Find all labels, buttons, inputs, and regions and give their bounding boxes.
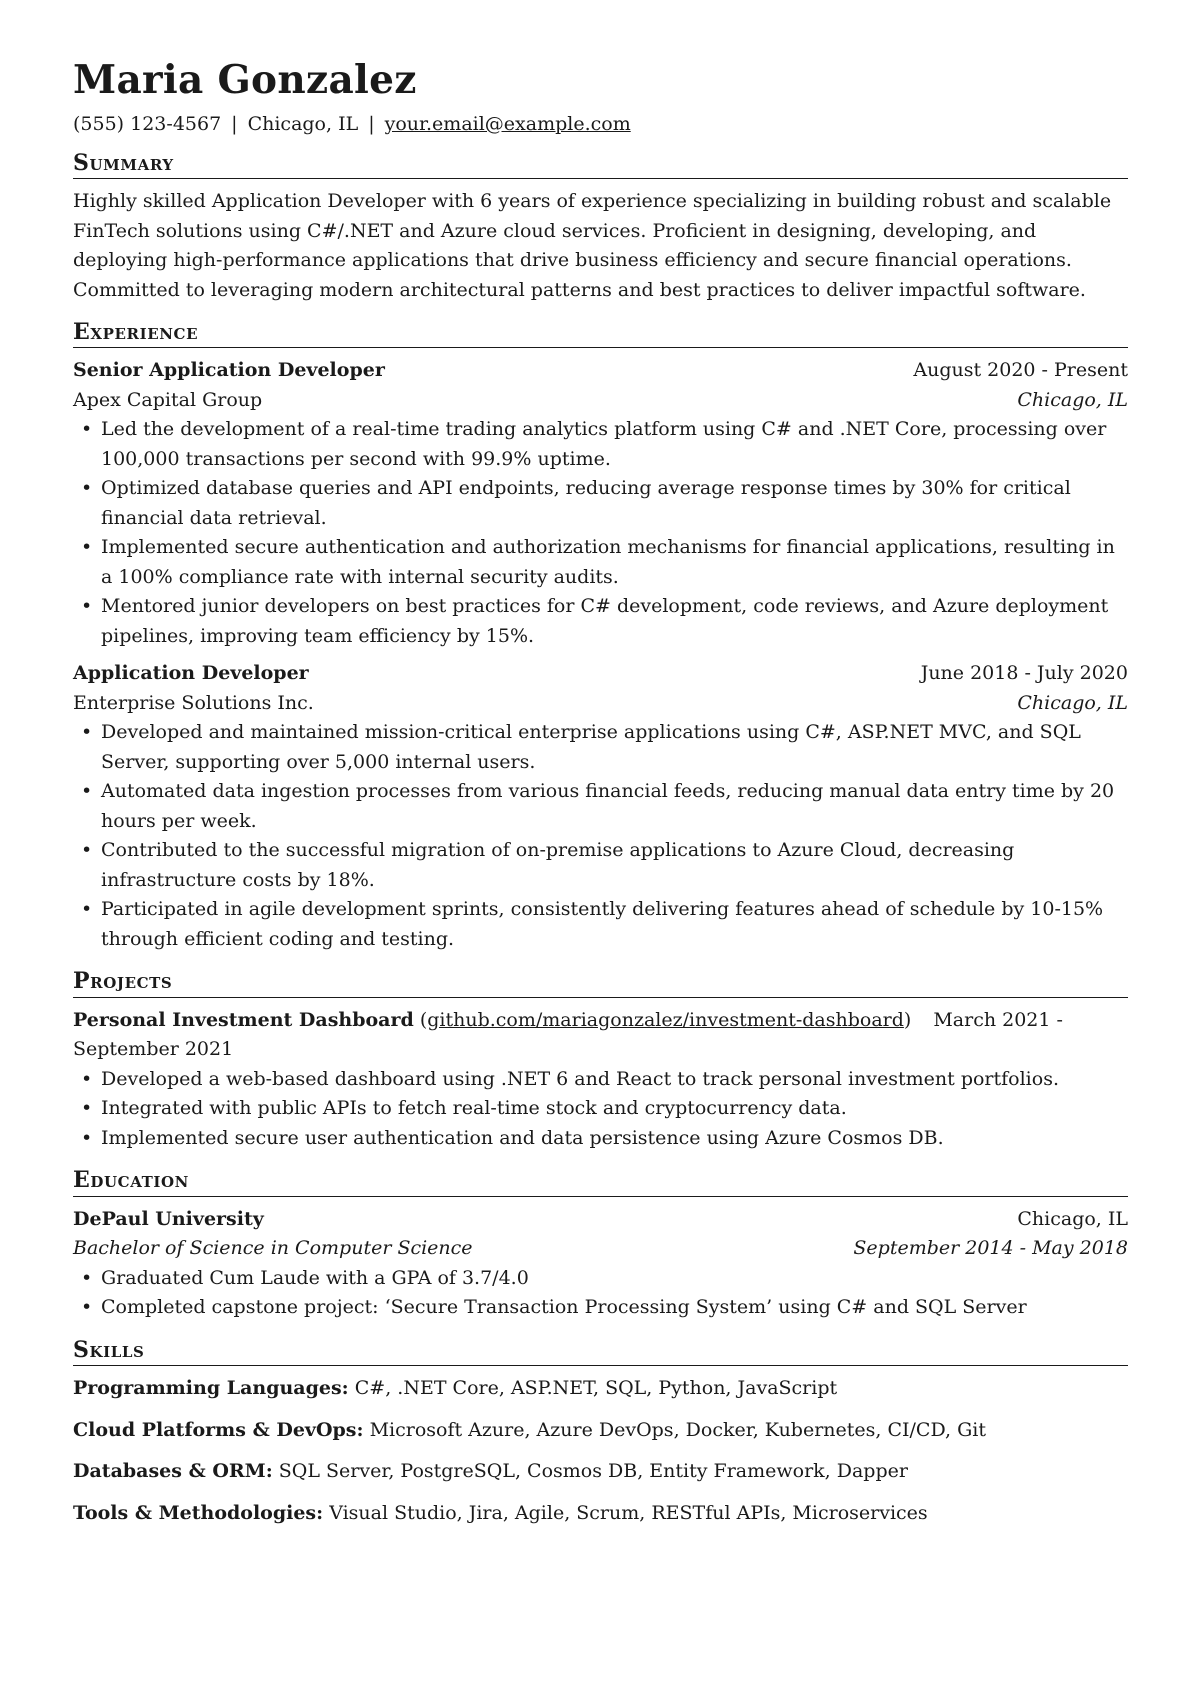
email-link[interactable]: your.email@example.com [384,112,631,135]
bullet-item: • Developed a web-based dashboard using .NET 6 and React to track personal investment portfolios. [73,1065,1128,1095]
summary-text: Highly skilled Application Developer with 6 years of experience specializing in building robust and scalable FinTech solutions using C#/.NET and Azure cloud services. Proficient in designing, developing, and deploying high-performance applications that drive business efficiency and secure financial operations. Committed to leveraging modern architectural patterns and best practices to deliver impactful software. [73,190,1112,301]
experience-section [73,319,1128,954]
bullet-item: • Automated data ingestion processes from various financial feeds, reducing manual data entry time by 20 hours per week. [73,777,1128,836]
bullet-item: • Integrated with public APIs to fetch real-time stock and cryptocurrency data. [73,1094,1128,1124]
job-entry [73,356,1128,651]
job-role: Senior Application Developer [73,359,385,382]
education-bullets [73,1264,1128,1323]
bullet-item: • Implemented secure authentication and authorization mechanisms for financial applications, resulting in a 100% compliance rate with internal security audits. [73,533,1128,592]
job-header [73,659,1128,689]
school-location: Chicago, IL [1017,1207,1128,1230]
project-header: Personal Investment Dashboard (github.com/mariagonzalez/investment-dashboard) March 2021 - September 2021 [73,1008,1063,1061]
candidate-name: Maria Gonzalez [73,57,417,103]
job-dates: August 2020 - Present [913,359,1128,382]
job-subheader [73,689,1128,719]
skill-value: Microsoft Azure, Azure DevOps, Docker, Kubernetes, CI/CD, Git [369,1418,986,1441]
project-name: Personal Investment Dashboard [73,1008,414,1031]
bullet-item: • Mentored junior developers on best practices for C# development, code reviews, and Azure deployment pipelines, improving team efficiency by 15%. [73,592,1128,651]
project-entry [73,1006,1128,1154]
education-dates: September 2014 - May 2018 [853,1237,1128,1260]
bullet-item: • Participated in agile development sprints, consistently delivering features ahead of schedule by 10-15% through efficient coding and testing. [73,895,1128,954]
bullet-item: • Developed and maintained mission-critical enterprise applications using C#, ASP.NET MVC, and SQL Server, supporting over 5,000 internal users. [73,718,1128,777]
education-section [73,1167,1128,1322]
project-link[interactable]: github.com/mariagonzalez/investment-dashboard [427,1008,904,1031]
skill-label: Tools & Methodologies: [73,1501,324,1524]
phone-number: (555) 123-4567 [73,112,222,135]
contact-line [73,113,1128,136]
projects-section [73,968,1128,1153]
bullet-item: • Led the development of a real-time trading analytics platform using C# and .NET Core, processing over 100,000 transactions per second with 99.9% uptime. [73,415,1128,474]
skill-label: Cloud Platforms & DevOps: [73,1418,364,1441]
bullet-item: • Optimized database queries and API endpoints, reducing average response times by 30% for critical financial data retrieval. [73,474,1128,533]
school-name: DePaul University [73,1207,264,1230]
bullet-item: • Contributed to the successful migration of on-premise applications to Azure Cloud, decreasing infrastructure costs by 18%. [73,836,1128,895]
job-bullets [73,718,1128,954]
skill-label: Databases & ORM: [73,1460,273,1483]
job-company: Apex Capital Group [73,388,263,411]
job-company: Enterprise Solutions Inc. [73,691,314,714]
degree: Bachelor of Science in Computer Science [73,1237,473,1260]
skill-row [73,1374,1128,1404]
section-title-education: Education [73,1167,1128,1196]
skill-row [73,1457,1128,1487]
job-role: Application Developer [73,662,309,685]
skill-row [73,1499,1128,1529]
education-header [73,1205,1128,1235]
job-header [73,356,1128,386]
project-dates: March 2021 - September 2021 [73,1008,1063,1061]
bullet-item: • Implemented secure user authentication and data persistence using Azure Cosmos DB. [73,1124,1128,1154]
project-bullets [73,1065,1128,1154]
bullet-item: • Graduated Cum Laude with a GPA of 3.7/4.0 [73,1264,1128,1294]
job-subheader [73,386,1128,416]
job-location: Chicago, IL [1017,691,1128,714]
skill-value: SQL Server, PostgreSQL, Cosmos DB, Entity Framework, Dapper [278,1460,908,1483]
location: Chicago, IL [247,112,359,135]
skill-value: Visual Studio, Jira, Agile, Scrum, RESTful APIs, Microservices [329,1501,928,1524]
skill-label: Programming Languages: [73,1377,349,1400]
summary-section [73,150,1128,305]
bullet-item: • Completed capstone project: ‘Secure Transaction Processing System’ using C# and SQL Server [73,1293,1128,1323]
section-title-projects: Projects [73,968,1128,997]
section-title-experience: Experience [73,319,1128,348]
section-title-summary: Summary [73,150,1128,179]
education-subheader [73,1234,1128,1264]
skills-section [73,1337,1128,1528]
job-bullets [73,415,1128,651]
skill-value: C#, .NET Core, ASP.NET, SQL, Python, JavaScript [354,1377,838,1400]
contact-separator: | [368,112,375,135]
job-location: Chicago, IL [1017,388,1128,411]
education-entry [73,1205,1128,1323]
section-title-skills: Skills [73,1337,1128,1366]
resume-page [73,58,1128,1540]
job-entry [73,659,1128,954]
skill-row [73,1416,1128,1446]
contact-separator: | [231,112,238,135]
job-dates: June 2018 - July 2020 [920,662,1128,685]
